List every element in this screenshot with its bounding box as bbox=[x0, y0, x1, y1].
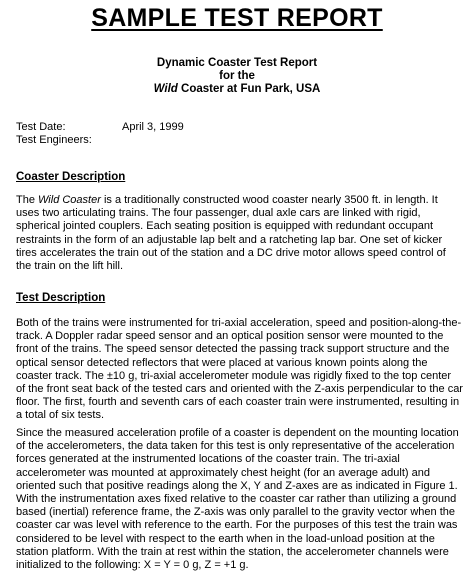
paragraph-line: coaster track. The ±10 g, tri-axial accelerometer module was rigidly fixed to the top center bbox=[16, 369, 452, 382]
paragraph-line: oriented such that positive readings along the X, Y and Z-axes are as indicated in Figure 1. bbox=[16, 479, 458, 492]
paragraph-line: based (inertial) reference frame, the Z-axis was only parallel to the gravity vector when the bbox=[16, 506, 455, 519]
coaster-description-paragraph bbox=[16, 194, 466, 273]
test-description-paragraph-1 bbox=[16, 317, 466, 423]
paragraph-line: The Wild Coaster is a traditionally constructed wood coaster nearly 3500 ft. in length. It bbox=[16, 194, 438, 206]
coaster-description-heading: Coaster Description bbox=[16, 171, 126, 183]
paragraph-line: the train on the lift hill. bbox=[16, 260, 124, 273]
paragraph-line: Since the measured acceleration profile of a coaster is dependent on the mounting location bbox=[16, 427, 459, 439]
paragraph-line: tires accelerates the train out of the station and a DC drive motor allows speed control of bbox=[16, 246, 446, 259]
paragraph-line: With the instrumentation axes fixed relative to the coaster car rather than utilizing a ground bbox=[16, 493, 457, 506]
test-description-paragraph-2 bbox=[16, 427, 466, 572]
report-title: SAMPLE TEST REPORT bbox=[91, 4, 383, 32]
paragraph-line: considered to be level with respect to the earth when in the load-unload position at the bbox=[16, 532, 435, 545]
paragraph-line: uses two articulating trains. The four passenger, dual axle cars are linked with rigid, bbox=[16, 207, 421, 220]
paragraph-line: accelerometer was mounted at approximately chest height (for an average adult) and bbox=[16, 466, 430, 479]
paragraph-line: track. A Doppler radar speed sensor and an optical position sensor were mounted to the bbox=[16, 330, 444, 343]
test-date-row bbox=[16, 121, 184, 134]
paragraph-line: optical sensor detected reflectors that were placed at various known points along the bbox=[16, 356, 428, 369]
subtitle-line-3-rest: Coaster at Fun Park, USA bbox=[177, 83, 321, 95]
paragraph-line: of the front seat back of the tested cars and oriented with the Z-axis perpendicular to the car bbox=[16, 383, 463, 396]
paragraph-line: restraints in the form of an adjustable lap belt and a ratcheting lap bar. One set of kicker bbox=[16, 233, 443, 246]
paragraph-line: coaster car was level with reference to the earth. For the purposes of this test the train was bbox=[16, 519, 458, 532]
test-date-label: Test Date: bbox=[16, 121, 66, 133]
test-engineers-row bbox=[16, 134, 122, 147]
report-subtitle-line-1: Dynamic Coaster Test Report bbox=[156, 57, 318, 69]
report-subtitle-line-2: for the bbox=[219, 70, 255, 82]
paragraph-line: of the accelerometers, the data taken for this test is only representative of the acceleration bbox=[16, 440, 455, 453]
test-description-heading: Test Description bbox=[16, 292, 106, 304]
paragraph-line: station platform. With the train at rest within the station, the accelerometer channels were bbox=[16, 545, 449, 558]
paragraph-line: forces generated at the instrumented locations of the coaster train. The tri-axial bbox=[16, 453, 400, 466]
report-subtitle-line-3 bbox=[0, 83, 474, 96]
paragraph-line: Both of the trains were instrumented for tri-axial acceleration, speed and position-along-the- bbox=[16, 317, 462, 329]
paragraph-line: floor. The first, fourth and seventh cars of each coaster train were instrumented, resulting in bbox=[16, 396, 460, 409]
paragraph-line: a total of six tests. bbox=[16, 409, 105, 422]
coaster-name-italic: Wild bbox=[153, 83, 178, 95]
paragraph-line: front of the trains. The speed sensor detected the passing track support structure and the bbox=[16, 343, 450, 356]
paragraph-line: spherical jointed couplers. Each seating position is equipped with redundant occupant bbox=[16, 220, 434, 233]
paragraph-line: initialized to the following: X = Y = 0 g, Z = +1 g. bbox=[16, 559, 249, 572]
test-engineers-label: Test Engineers: bbox=[16, 134, 92, 146]
test-date-value: April 3, 1999 bbox=[122, 121, 184, 133]
